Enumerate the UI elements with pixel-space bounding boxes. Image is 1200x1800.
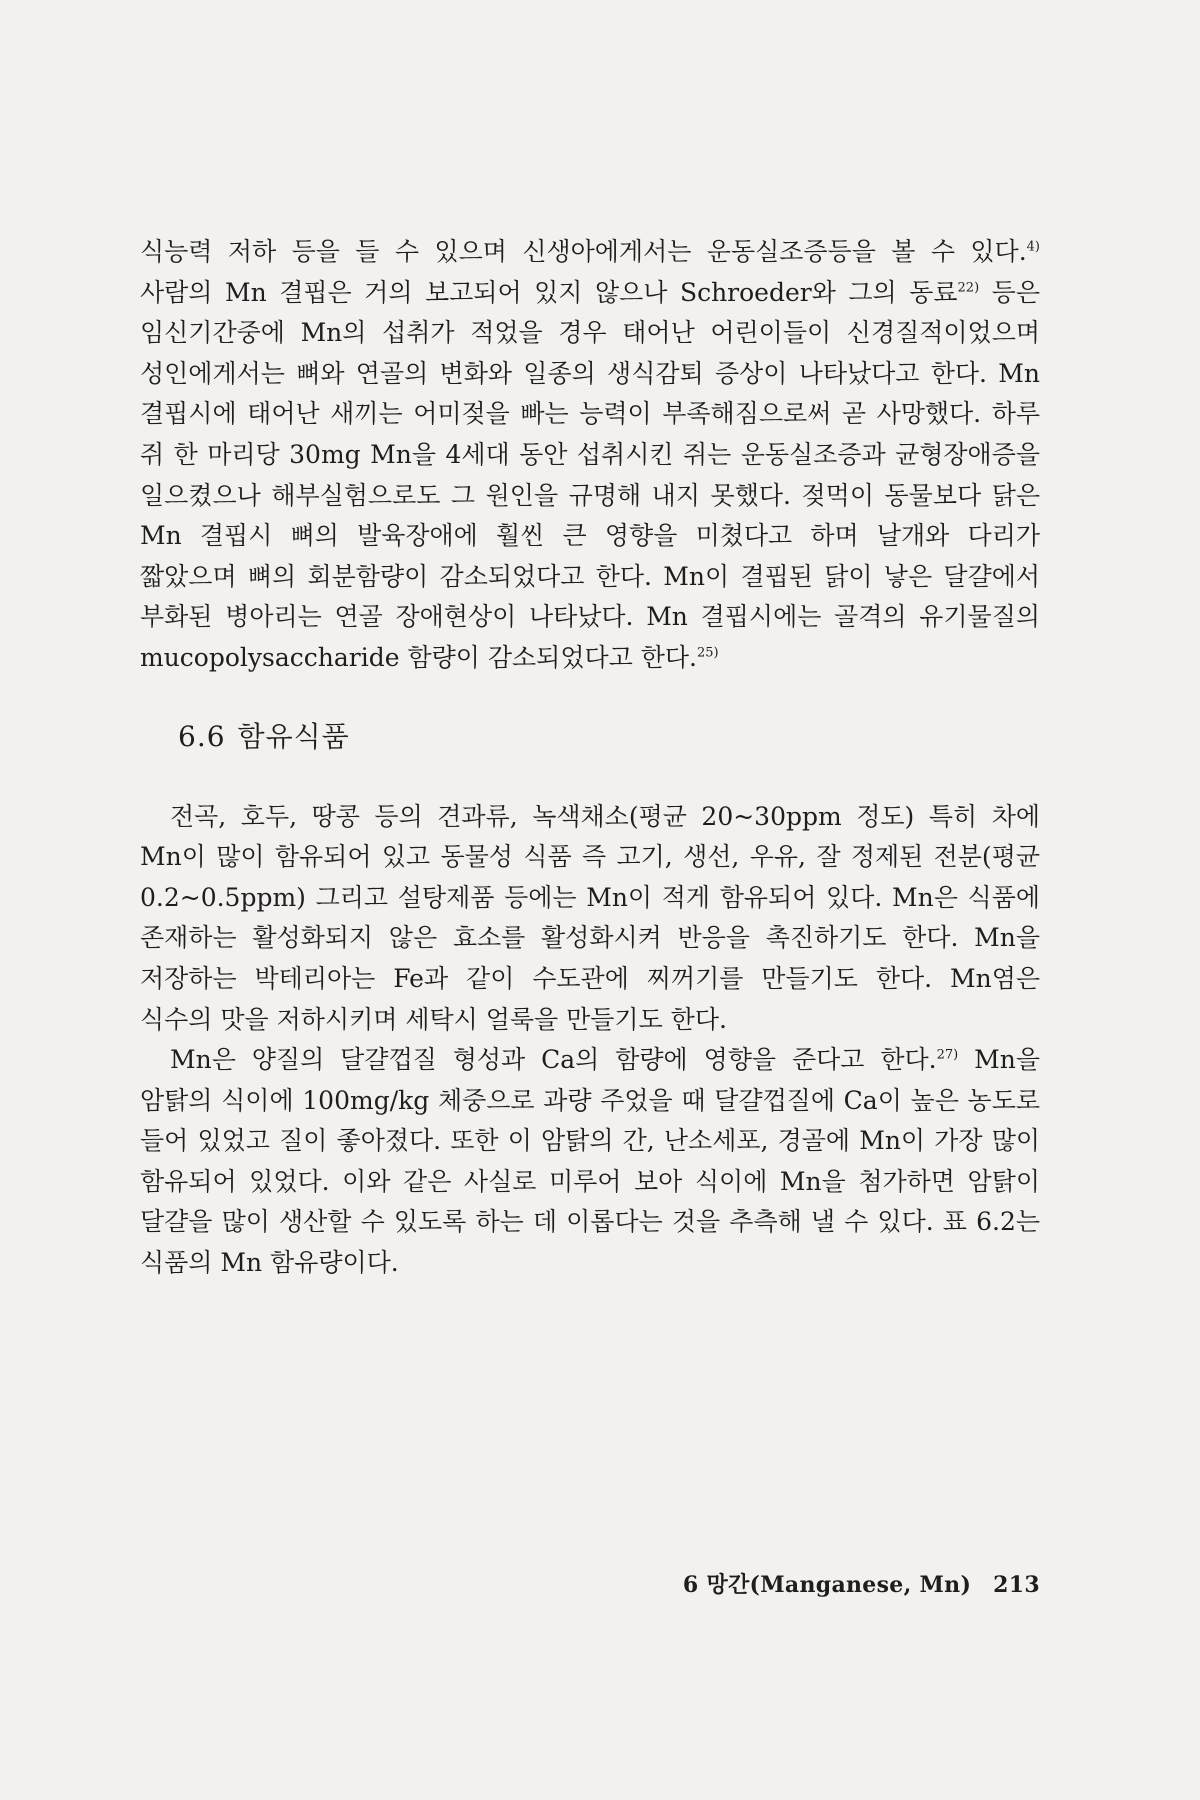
paragraph-text: 식능력 저하 등을 들 수 있으며 신생아에게서는 운동실조증등을 볼 수 있다. — [140, 237, 1027, 266]
reference-marker: 25) — [696, 645, 719, 661]
footer-chapter-number: 6 — [682, 1572, 699, 1598]
paragraph-text: 사람의 Mn 결핍은 거의 보고되어 있지 않으나 Schroeder와 그의 동료 — [140, 277, 958, 307]
section-number: 6.6 — [178, 719, 226, 753]
section-title: 함유식품 — [237, 719, 350, 753]
page-number: 213 — [993, 1572, 1040, 1598]
page-body — [140, 232, 1040, 1284]
reference-marker: 27) — [936, 1047, 959, 1063]
paragraph-text: 등은 임신기간중에 Mn의 섭취가 적었을 경우 태어난 어린이들이 신경질적이었으며 성인에게서는 뼈와 연골의 변화와 일종의 생식감퇴 증상이 나타났다고 한다. Mn 결핍시에 태어난 새끼는 어미젖을 빠는 능력이 부족해짐으로써 곧 사망했다. 하루 쥐 한 마리당 30mg Mn을 4세대 동안 섭취시킨 쥐는 운동실조증과 균형장애증을 일으켰으나 해부실험으로도 그 원인을 규명해 내지 못했다. 젖먹이 동물보다 닭은 Mn 결핍시 뼈의 발육장애에 훨씬 큰 영향을 미쳤다고 하며 날개와 다리가 짧았으며 뼈의 회분함량이 감소되었다고 한다. Mn이 결핍된 닭이 낳은 달걀에서 부화된 병아리는 연골 장애현상이 나타났다. Mn 결핍시에는 골격의 유기물질의 mucopolysaccharide 함량이 감소되었다고 한다. — [140, 277, 1040, 672]
reference-marker: 4) — [1026, 239, 1040, 255]
reference-marker: 22) — [957, 280, 980, 296]
paragraph-eggshell — [140, 1040, 1040, 1284]
paragraph-mn-deficiency — [140, 232, 1040, 679]
page-footer — [683, 1568, 1040, 1599]
footer-chapter-title: 망간(Manganese, Mn) — [706, 1572, 972, 1598]
paragraph-text: Mn을 암탉의 식이에 100mg/kg 체중으로 과량 주었을 때 달걀껍질에 Ca이 높은 농도로 들어 있었고 질이 좋아졌다. 또한 이 암탉의 간, 난소세포, 경골에 Mn이 가장 많이 함유되어 있었다. 이와 같은 사실로 미루어 보아 식이에 Mn을 첨가하면 암탉이 달걀을 많이 생산할 수 있도록 하는 데 이롭다는 것을 추측해 낼 수 있다. 표 6.2는 식품의 Mn 함유량이다. — [140, 1045, 1040, 1278]
paragraph-food-sources: 전곡, 호두, 땅콩 등의 견과류, 녹색채소(평균 20~30ppm 정도) 특히 차에 Mn이 많이 함유되어 있고 동물성 식품 즉 고기, 생선, 우유, 잘 정제된 전분(평균 0.2~0.5ppm) 그리고 설탕제품 등에는 Mn이 적게 함유되어 있다. Mn은 식품에 존재하는 활성화되지 않은 효소를 활성화시켜 반응을 촉진하기도 한다. Mn을 저장하는 박테리아는 Fe과 같이 수도관에 찌꺼기를 만들기도 한다. Mn염은 식수의 맛을 저하시키며 세탁시 얼룩을 만들기도 한다. — [140, 801, 1040, 1034]
section-heading — [178, 717, 1040, 757]
paragraph-text: Mn은 양질의 달걀껍질 형성과 Ca의 함량에 영향을 준다고 한다. — [170, 1045, 937, 1075]
